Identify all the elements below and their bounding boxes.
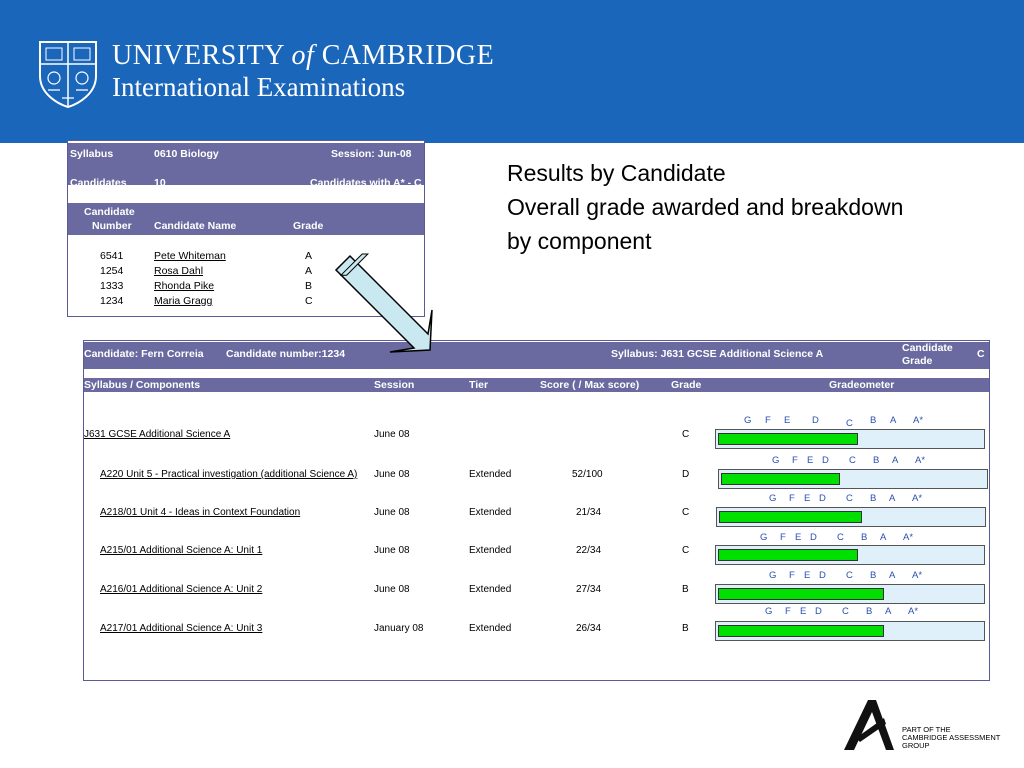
candidate-name-link[interactable]: Maria Gragg	[154, 295, 213, 307]
component-link[interactable]: A217/01 Additional Science A: Unit 3	[100, 623, 263, 634]
gradeometer-bar	[715, 584, 985, 604]
grade-label: B	[873, 455, 880, 466]
gradeometer-fill	[718, 588, 884, 600]
detail-candidate-grade-value: C	[977, 348, 985, 360]
detail-candidate-number: Candidate number:1234	[226, 348, 346, 360]
component-grade: B	[682, 584, 689, 595]
gradeometer-bar	[715, 621, 985, 641]
grade-label: D	[815, 606, 822, 617]
col-syllabus-components: Syllabus / Components	[84, 379, 201, 391]
col-grade: Grade	[671, 379, 702, 391]
grade-label: A	[892, 455, 899, 466]
gradeometer-fill	[718, 549, 858, 561]
gradeometer-bar	[715, 429, 985, 449]
syllabus-value: 0610 Biology	[154, 148, 219, 160]
astar-text: Candidates with A* - C	[310, 177, 422, 189]
component-tier: Extended	[469, 507, 512, 518]
grade-label: B	[870, 493, 877, 504]
component-tier: Extended	[469, 469, 512, 480]
candidate-grade: B	[305, 280, 313, 292]
cambridge-assessment-logo-icon	[844, 698, 898, 752]
grade-label: E	[800, 606, 807, 617]
slide-title-line3: by component	[507, 228, 652, 254]
candidate-grade: C	[305, 295, 313, 307]
grade-label: G	[769, 493, 777, 504]
university-title: UNIVERSITY of CAMBRIDGE	[112, 40, 495, 71]
component-session: June 08	[374, 507, 410, 518]
grade-label: G	[772, 455, 780, 466]
grade-label: F	[792, 455, 798, 466]
grade-label: F	[789, 493, 795, 504]
university-subtitle: International Examinations	[112, 72, 406, 102]
down-right-arrow-icon	[330, 250, 440, 360]
grade-label: G	[744, 415, 752, 426]
detail-candidate-name: Candidate: Fern Correia	[84, 348, 204, 360]
grade-label: G	[760, 532, 768, 543]
component-score: 21/34	[576, 507, 602, 518]
component-score: 22/34	[576, 545, 602, 556]
grade-label: A*	[912, 570, 923, 581]
candidate-name-link[interactable]: Rosa Dahl	[154, 265, 204, 277]
grade-label: E	[795, 532, 802, 543]
assessment-group-text	[902, 726, 1000, 750]
grade-label: F	[785, 606, 791, 617]
grade-label: G	[769, 570, 777, 581]
component-session: June 08	[374, 584, 410, 595]
detail-syllabus: Syllabus: J631 GCSE Additional Science A	[611, 348, 824, 360]
detail-header	[84, 342, 989, 369]
candidate-name-link[interactable]: Rhonda Pike	[154, 280, 215, 292]
gradeometer-fill	[721, 473, 840, 485]
gradeometer-fill	[718, 625, 884, 637]
col-score: Score ( / Max score)	[540, 379, 640, 391]
candidates-label: Candidates	[70, 177, 127, 189]
grade-label: A*	[903, 532, 914, 543]
detail-candidate-grade-label: Candidate	[902, 342, 953, 354]
grade-label: F	[765, 415, 771, 426]
header-banner	[0, 0, 1024, 143]
candidates-value: 10	[154, 177, 166, 189]
grade-label: A	[889, 570, 896, 581]
component-session: June 08	[374, 469, 410, 480]
gradeometer-bar	[718, 469, 988, 489]
grade-label: E	[784, 415, 791, 426]
candidate-grade: A	[305, 250, 313, 262]
col-session: Session	[374, 379, 415, 391]
candidate-number: 1234	[100, 295, 124, 307]
component-grade: B	[682, 623, 689, 634]
grade-label: E	[807, 455, 814, 466]
grade-label: C	[849, 455, 856, 466]
col-candidate-number-2: Number	[92, 220, 132, 232]
gradeometer-fill	[718, 433, 858, 445]
component-grade: C	[682, 429, 690, 440]
syllabus-label: Syllabus	[70, 148, 114, 160]
grade-label: C	[846, 418, 853, 429]
session-text: Session: Jun-08	[331, 148, 412, 160]
footer-line3: GROUP	[902, 741, 930, 750]
detail-column-header	[84, 378, 989, 392]
component-tier: Extended	[469, 545, 512, 556]
component-session: June 08	[374, 545, 410, 556]
grade-label: E	[804, 570, 811, 581]
component-score: 27/34	[576, 584, 602, 595]
grade-label: A	[889, 493, 896, 504]
grade-label: D	[819, 493, 826, 504]
gradeometer-bar	[716, 507, 986, 527]
grade-label: A*	[915, 455, 926, 466]
col-candidate-number: Candidate	[84, 206, 135, 218]
grade-label: D	[819, 570, 826, 581]
grade-label: D	[812, 415, 819, 426]
grade-label: F	[789, 570, 795, 581]
grade-label: C	[842, 606, 849, 617]
summary-header	[68, 143, 424, 189]
col-grade: Grade	[293, 220, 324, 232]
candidate-detail-table	[83, 340, 990, 681]
candidate-number: 1333	[100, 280, 124, 292]
slide-title-line2: Overall grade awarded and breakdown	[507, 194, 904, 220]
grade-label: B	[866, 606, 873, 617]
footer-line1: PART OF THE	[902, 725, 951, 734]
grade-label: D	[822, 455, 829, 466]
col-candidate-name: Candidate Name	[154, 220, 237, 232]
grade-label: C	[846, 493, 853, 504]
grade-label: B	[870, 570, 877, 581]
cambridge-shield-icon	[38, 40, 98, 108]
component-tier: Extended	[469, 584, 512, 595]
col-gradeometer: Gradeometer	[829, 379, 895, 391]
grade-label: C	[837, 532, 844, 543]
component-session: January 08	[374, 623, 424, 634]
grade-label: B	[870, 415, 877, 426]
component-score: 52/100	[572, 469, 603, 480]
grade-label: A*	[913, 415, 924, 426]
grade-label: B	[861, 532, 868, 543]
grade-label: A	[890, 415, 897, 426]
grade-label: D	[810, 532, 817, 543]
detail-candidate-grade-label-2: Grade	[902, 355, 933, 367]
grade-label: C	[846, 570, 853, 581]
component-link[interactable]: J631 GCSE Additional Science A	[84, 429, 231, 440]
grade-label: A	[880, 532, 887, 543]
grade-label: E	[804, 493, 811, 504]
gradeometer-bar	[715, 545, 985, 565]
component-link[interactable]: A215/01 Additional Science A: Unit 1	[100, 545, 263, 556]
component-tier: Extended	[469, 623, 512, 634]
component-session: June 08	[374, 429, 410, 440]
gradeometer-fill	[719, 511, 862, 523]
component-link[interactable]: A220 Unit 5 - Practical investigation (additional Science A)	[100, 469, 358, 480]
candidate-name-link[interactable]: Pete Whiteman	[154, 250, 226, 262]
grade-label: F	[780, 532, 786, 543]
grade-label: A*	[912, 493, 923, 504]
candidate-grade: A	[305, 265, 313, 277]
grade-label: A	[885, 606, 892, 617]
grade-label: G	[765, 606, 773, 617]
summary-column-header	[68, 203, 424, 235]
component-grade: C	[682, 507, 690, 518]
grade-label: A*	[908, 606, 919, 617]
component-link[interactable]: A218/01 Unit 4 - Ideas in Context Foundation	[100, 507, 301, 518]
component-score: 26/34	[576, 623, 602, 634]
candidate-number: 6541	[100, 250, 124, 262]
footer-line2: CAMBRIDGE ASSESSMENT	[902, 733, 1001, 742]
col-tier: Tier	[469, 379, 489, 391]
component-grade: C	[682, 545, 690, 556]
component-grade: D	[682, 469, 690, 480]
component-link[interactable]: A216/01 Additional Science A: Unit 2	[100, 584, 263, 595]
candidate-number: 1254	[100, 265, 124, 277]
slide-title-line1: Results by Candidate	[507, 160, 726, 186]
